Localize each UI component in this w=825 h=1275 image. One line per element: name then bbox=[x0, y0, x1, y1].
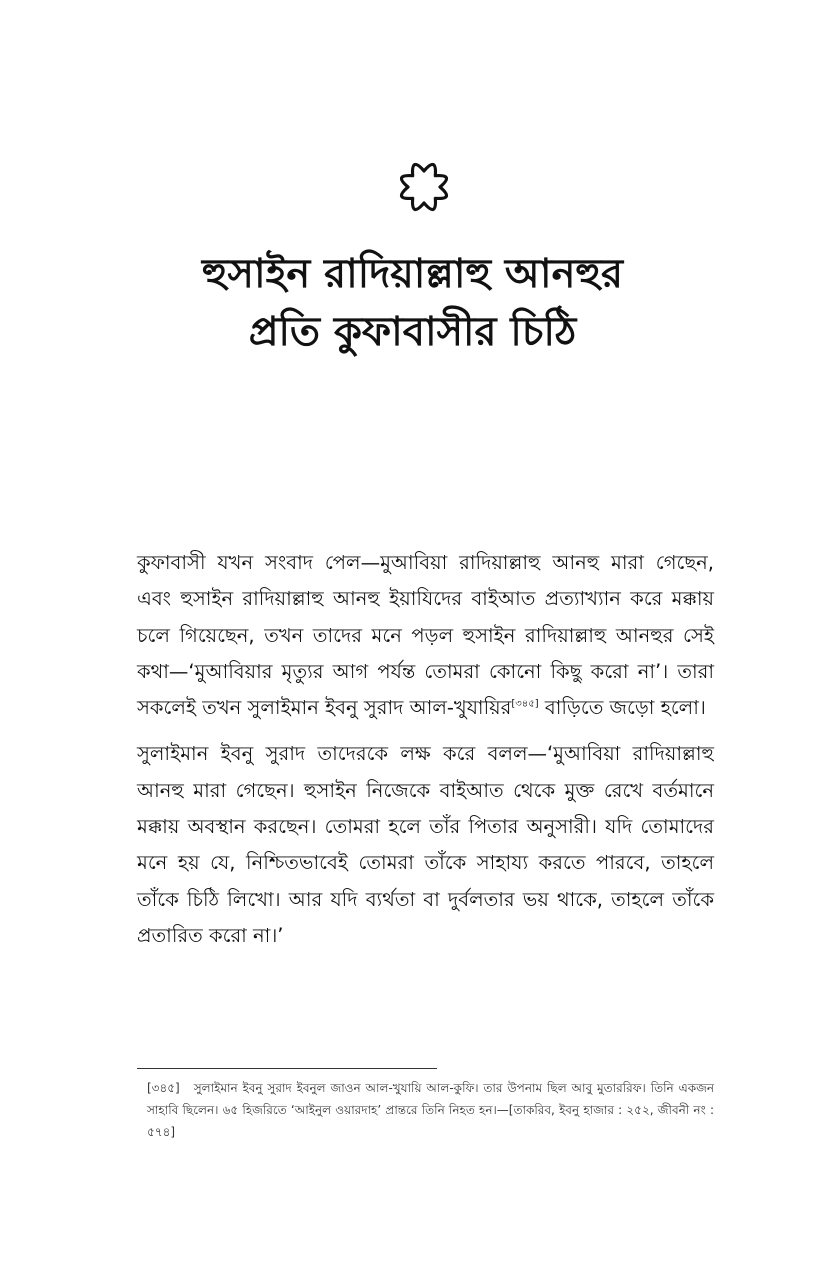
paragraph-1-text: কুফাবাসী যখন সংবাদ পেল—মুআবিয়া রাদিয়াল্লাহু আনহু মারা গেছেন, এবং হুসাইন রাদিয়াল্লাহু আনহু ইয়াযিদের বাইআত প্রত্যাখ্যান করে মক্কায় চলে গিয়েছেন, তখন তাদের মনে পড়ল হুসাইন রাদিয়াল্লাহু আনহুর সেই কথা—‘মুআবিয়ার মৃত্যুর আগ পর্যন্ত তোমরা কোনো কিছু করো না’। তারা সকলেই তখন সুলাইমান ইবনু সুরাদ আল-খুযায়ির bbox=[137, 551, 714, 720]
chapter-title-line-2: প্রতি কুফাবাসীর চিঠি bbox=[248, 309, 577, 355]
footnote-text: সুলাইমান ইবনু সুরাদ ইবনুল জাওন আল-খুযায়ি আল-কুফি। তার উপনাম ছিল আবু মুতাররিফ। তিনি একজন সাহাবি ছিলেন। ৬৫ হিজরিতে ‘আইনুল ওয়ারদাহ’ প্রান্তরে তিনি নিহত হন।—[তাকরিব, ইবনু হাজার : ২৫২, জীবনী নং : ৫৭৪] bbox=[147, 1081, 714, 1139]
paragraph-1 bbox=[137, 545, 714, 726]
paragraph-1-tail: বাড়িতে জড়ো হলো। bbox=[538, 696, 706, 720]
paragraph-2: সুলাইমান ইবনু সুরাদ তাদেরকে লক্ষ করে বলল—‘মুআবিয়া রাদিয়াল্লাহু আনহু মারা গেছেন। হুসাইন নিজেকে বাইআত থেকে মুক্ত রেখে বর্তমানে মক্কায় অবস্থান করছেন। তোমরা হলে তাঁর পিতার অনুসারী। যদি তোমাদের মনে হয় যে, নিশ্চিতভাবেই তোমরা তাঁকে সাহায্য করতে পারবে, তাহলে তাঁকে চিঠি লিখো। আর যদি ব্যর্থতা বা দুর্বলতার ভয় থাকে, তাহলে তাঁকে প্রতারিত করো না।’ bbox=[137, 742, 714, 947]
flower-star-icon bbox=[390, 153, 458, 221]
footnote-reference[interactable]: [৩৪৫] bbox=[511, 698, 539, 710]
footnote-divider bbox=[137, 1068, 437, 1069]
footnote bbox=[137, 1077, 714, 1143]
footnote-number: [৩৪৫] bbox=[147, 1081, 180, 1095]
chapter-title bbox=[0, 245, 825, 361]
body-text bbox=[137, 545, 714, 964]
chapter-title-line-1: হুসাইন রাদিয়াল্লাহু আনহুর bbox=[202, 251, 623, 297]
